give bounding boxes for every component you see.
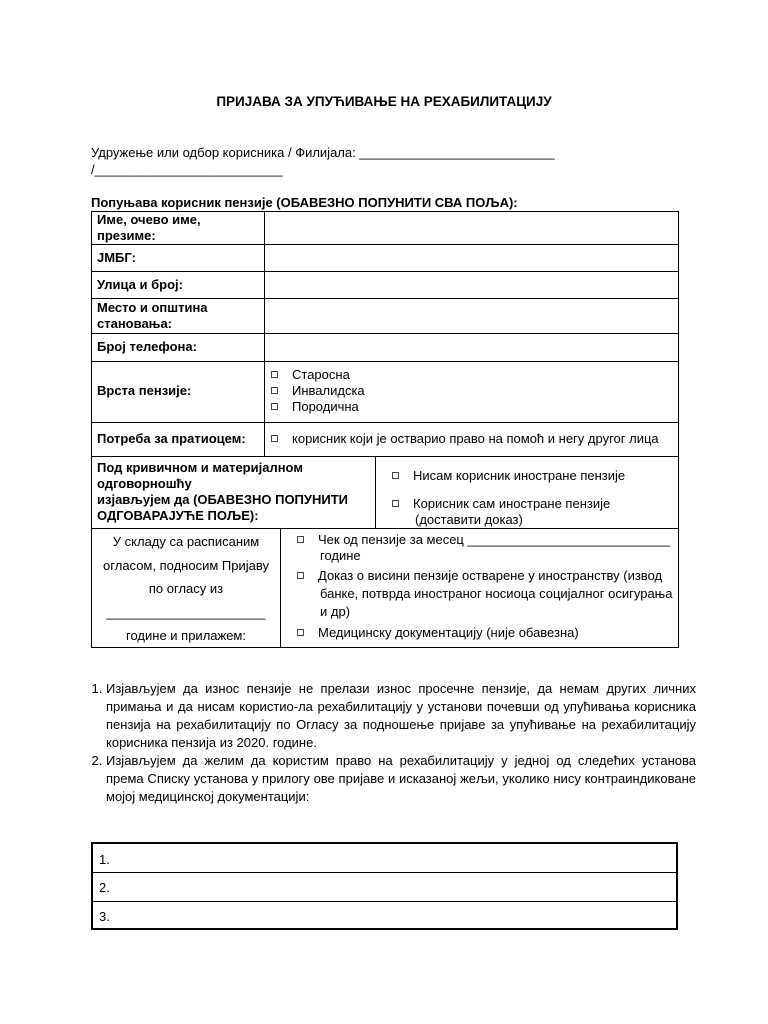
pension-option-old-age[interactable]: Старосна [271,367,365,383]
foreign-pension-option[interactable]: Корисник сам иностране пензије (доставити доказ) [392,496,610,528]
attachment-foreign-pension-proof[interactable]: Доказ о висини пензије остварене у иностранству (извод банке, потврда иностраног носиоца социјалног осигурања и др) [297,567,672,621]
checkbox-icon[interactable] [271,435,278,442]
checkbox-icon[interactable] [297,536,304,543]
facility-choices-table [91,842,678,930]
checkbox-icon[interactable] [392,500,399,507]
label-full-name: Име, очево име, презиме: [97,212,201,243]
organization-line: Удружење или одбор корисника / Филијала: ___________________________ [91,145,555,160]
companion-option[interactable]: корисник који је остварио право на помоћ и негу другог лица [271,431,659,447]
attachment-pension-check[interactable]: Чек од пензије за месец ____________________________ године [297,532,670,564]
checkbox-icon[interactable] [271,387,278,394]
attachments-intro: У складу са расписаним огласом, подносим Пријаву по огласу из ______________________ године и прилажем: [103,534,269,643]
page-title: ПРИЈАВА ЗА УПУЋИВАЊЕ НА РЕХАБИЛИТАЦИЈУ [216,94,552,109]
checkbox-icon[interactable] [271,371,278,378]
place-input[interactable] [265,299,678,333]
checkbox-icon[interactable] [271,403,278,410]
declarations-list [91,680,696,806]
facility-choice-2[interactable]: 2. [99,880,110,895]
organization-line-continuation: /__________________________ [91,162,283,177]
declaration-item: 1. Изјављујем да износ пензије не прелази износ просечне пензије, да немам других личних примања и да нисам користио-ла рехабилитацију у установи почевши од упућивања корисника пензија на рехабилитацију по Огласу за подношење пријаве за упућивање на рехабилитацију корисника пензија из 2020. године. [106,680,696,752]
no-foreign-pension-option[interactable]: Нисам корисник иностране пензије [392,468,625,484]
declaration-item: 2. Изјављујем да желим да користим право на рехабилитацију у једној од следећих установа према Списку установа у прилогу ове пријаве и исказаној жељи, уколико нису контраиндиковане мојој медицинској документацији: [106,752,696,806]
pension-option-family[interactable]: Породична [271,399,365,415]
liability-statement: Под кривичном и материјалном одговорношћу изјављујем да (ОБАВЕЗНО ПОПУНИТИ ОДГОВАРАЈУЋЕ ПОЉЕ): [97,460,348,523]
label-street: Улица и број: [97,277,183,292]
full-name-input[interactable] [265,212,678,244]
attachment-medical-docs[interactable]: Медицинску документацију (није обавезна) [297,625,579,641]
checkbox-icon[interactable] [297,572,304,579]
label-place: Место и општина становања: [97,300,208,331]
facility-choice-3[interactable]: 3. [99,909,110,924]
jmbg-input[interactable] [265,245,678,271]
label-jmbg: ЈМБГ: [97,250,136,265]
street-input[interactable] [265,272,678,298]
checkbox-icon[interactable] [297,629,304,636]
pension-option-disability[interactable]: Инвалидска [271,383,365,399]
label-pension-type: Врста пензије: [97,383,192,398]
phone-input[interactable] [265,334,678,361]
pension-type-options [271,367,365,415]
label-companion: Потреба за пратиоцем: [97,431,246,446]
checkbox-icon[interactable] [392,472,399,479]
label-phone: Број телефона: [97,339,197,354]
fill-instruction: Попуњава корисник пензије (ОБАВЕЗНО ПОПУНИТИ СВА ПОЉА): [91,195,518,210]
facility-choice-1[interactable]: 1. [99,852,110,867]
